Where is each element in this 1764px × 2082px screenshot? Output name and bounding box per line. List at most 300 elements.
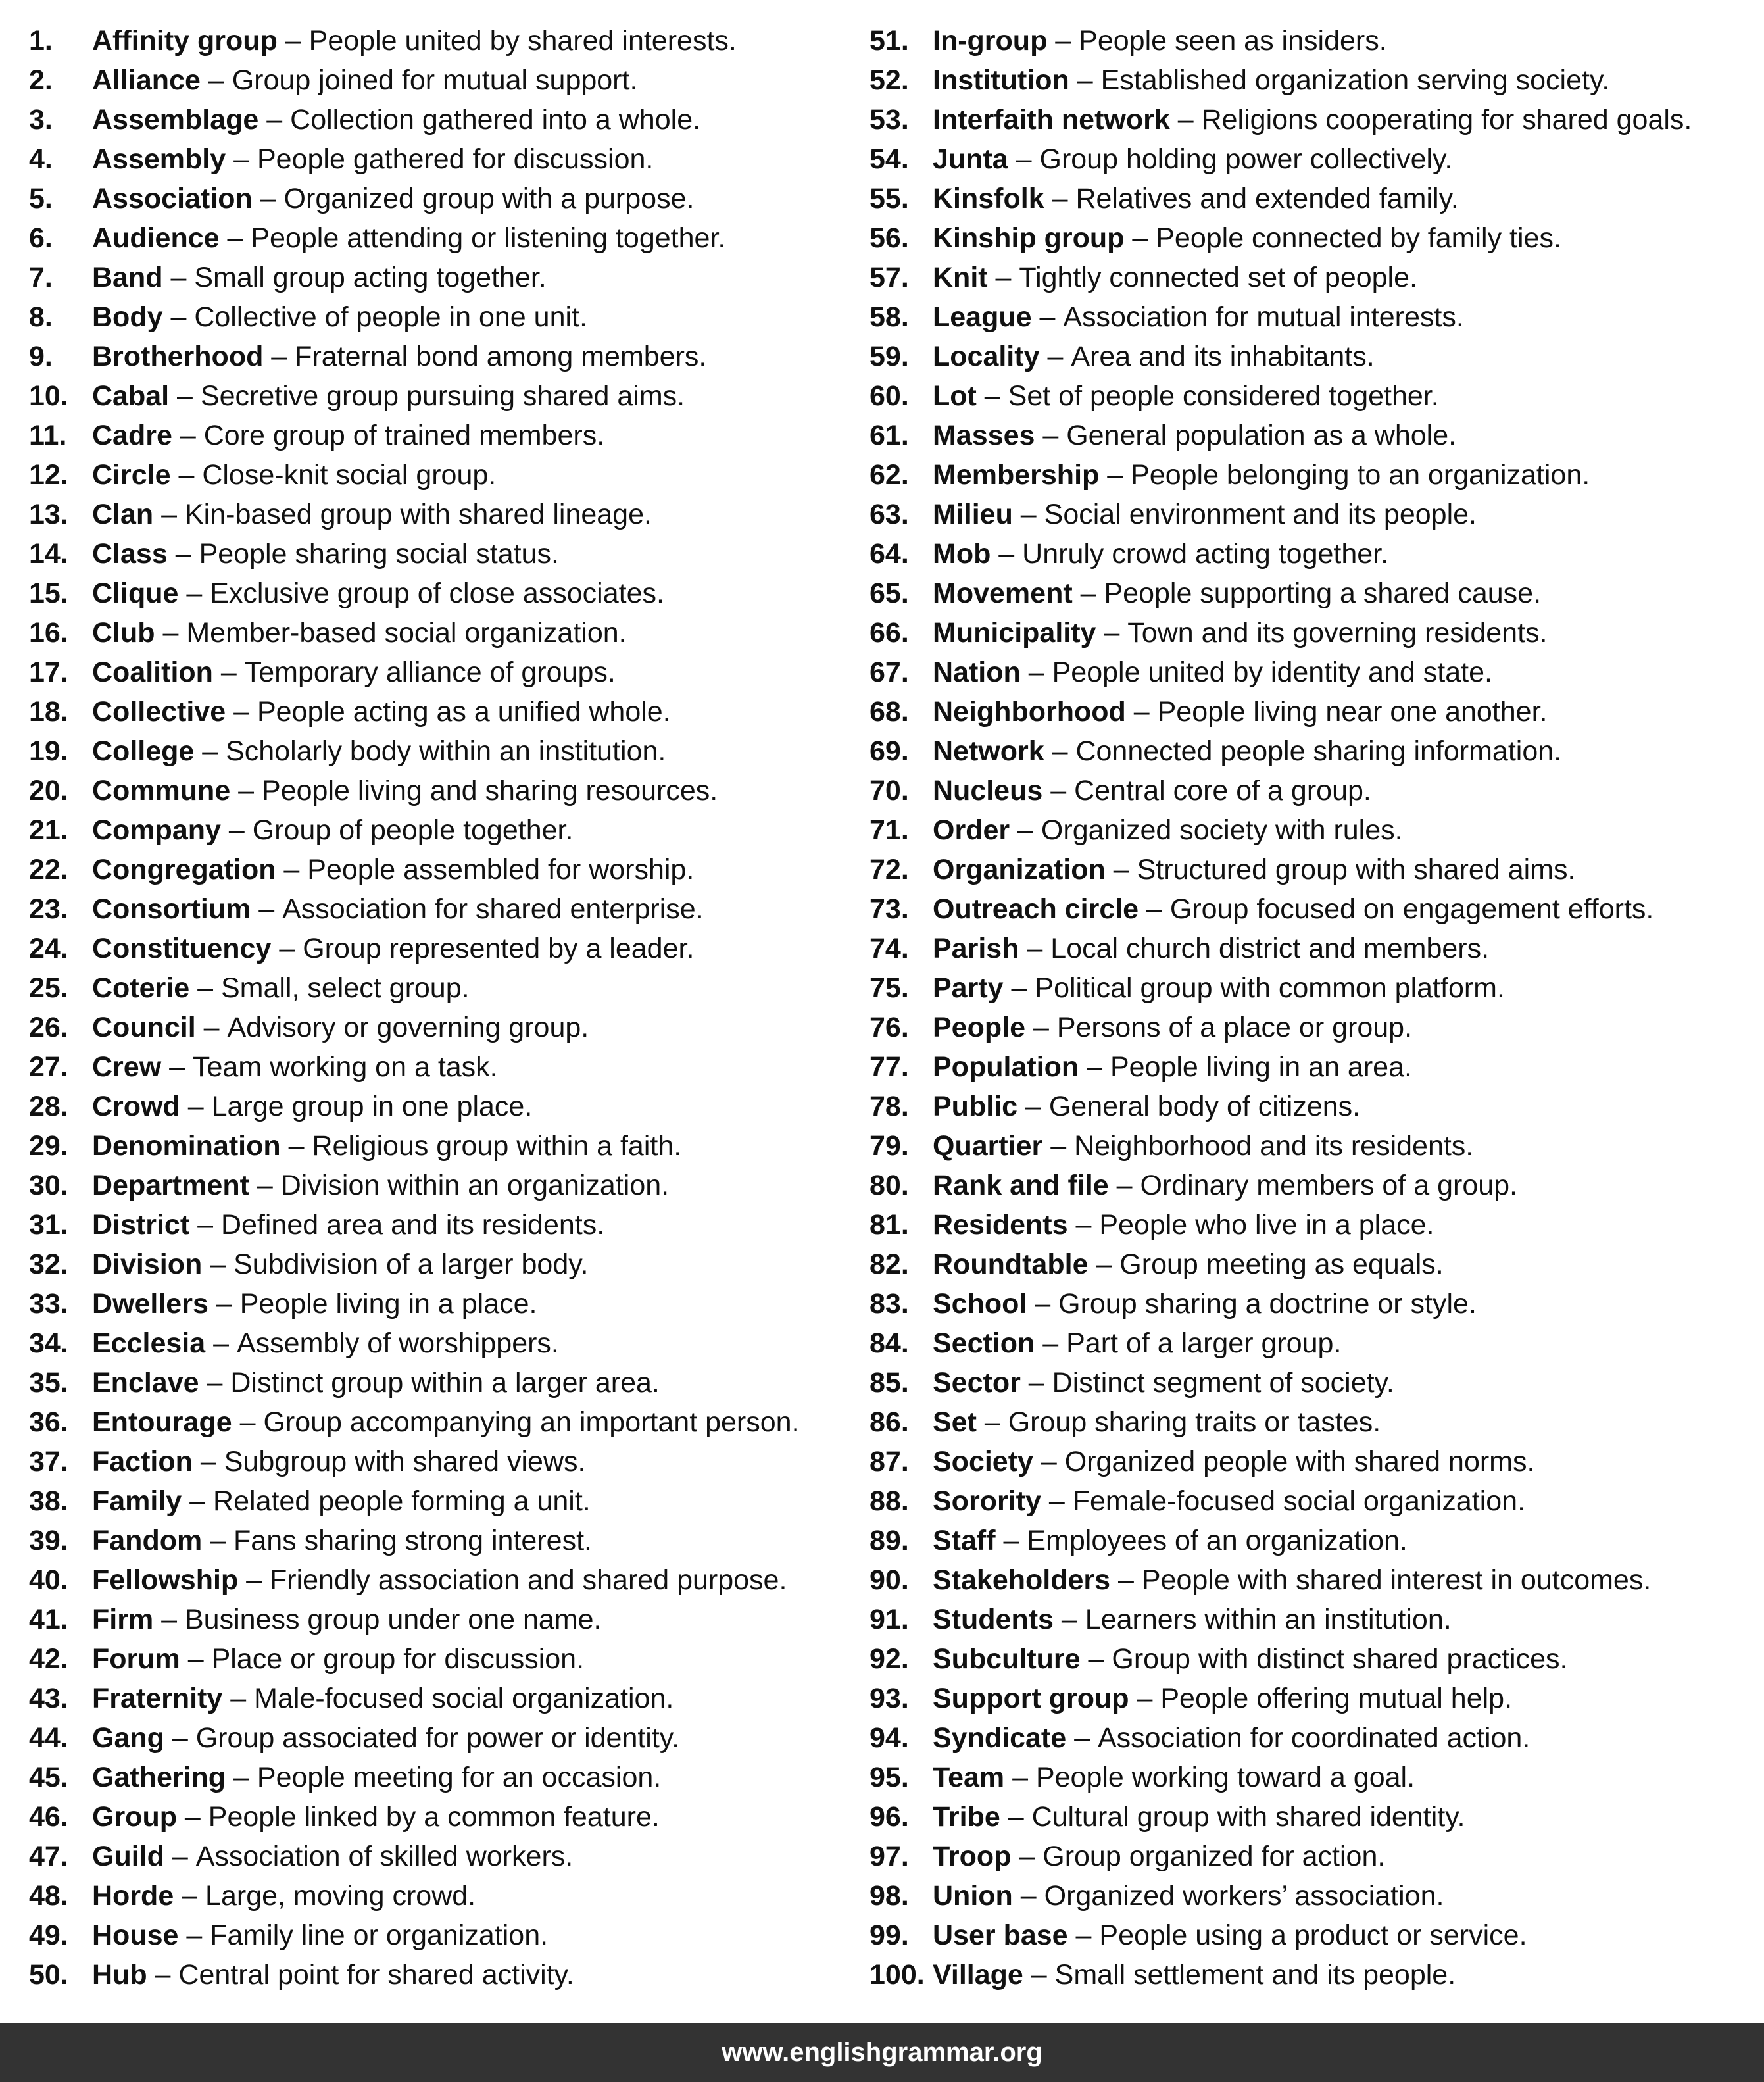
item-number: 51. [870,25,909,57]
item-number: 20. [29,775,68,806]
item-separator: – [176,1801,208,1833]
item-number: 44. [29,1722,68,1754]
item-definition: Distinct segment of society. [1052,1367,1394,1399]
item-separator: – [1019,933,1051,964]
item-definition: People supporting a shared cause. [1104,578,1542,609]
item-number: 98. [870,1880,909,1912]
list-item [870,1205,1751,1245]
item-separator: – [249,1170,281,1201]
item-term: League [933,301,1032,333]
item-number: 30. [29,1170,68,1201]
item-term: Residents [933,1209,1068,1241]
item-separator: – [1041,1485,1073,1517]
item-separator: – [1072,578,1104,609]
item-definition: Large, moving crowd. [205,1880,476,1912]
item-separator: – [1079,1051,1110,1083]
item-separator: – [169,380,201,412]
list-item [870,1008,1751,1047]
item-definition: Political group with common platform. [1035,972,1505,1004]
list-item [870,968,1751,1008]
item-term: Team [933,1762,1005,1793]
item-number: 39. [29,1525,68,1556]
item-definition: Team working on a task. [192,1051,498,1083]
list-item [870,692,1751,731]
item-separator: – [167,538,199,570]
item-number: 89. [870,1525,909,1556]
list-item [29,1560,858,1600]
item-separator: – [226,143,257,175]
item-definition: Ordinary members of a group. [1140,1170,1518,1201]
item-number: 58. [870,301,909,333]
list-item [29,1047,858,1087]
item-term: Group [92,1801,177,1833]
item-separator: – [1044,183,1076,214]
item-term: User base [933,1920,1068,1951]
item-definition: People using a product or service. [1099,1920,1527,1951]
item-term: Club [92,617,155,649]
list-item [870,1797,1751,1837]
item-separator: – [987,262,1019,293]
item-number: 55. [870,183,909,214]
item-number: 38. [29,1485,68,1517]
item-separator: – [1169,104,1202,136]
list-item [29,61,858,100]
item-number: 91. [870,1604,909,1635]
item-term: Tribe [933,1801,1000,1833]
item-definition: Cultural group with shared identity. [1031,1801,1465,1833]
list-item [870,1481,1751,1521]
item-separator: – [1027,1288,1059,1320]
item-separator: – [1044,735,1076,767]
item-separator: – [1035,1327,1067,1359]
item-number: 62. [870,459,909,491]
item-number: 43. [29,1683,68,1714]
item-term: Membership [933,459,1100,491]
list-item [870,1600,1751,1639]
item-number: 90. [870,1564,909,1596]
item-term: Forum [92,1643,180,1675]
item-term: Institution [933,64,1069,96]
item-term: Municipality [933,617,1096,649]
item-number: 25. [29,972,68,1004]
item-term: House [92,1920,179,1951]
item-term: Junta [933,143,1008,175]
list-item [870,139,1751,179]
list-item [29,179,858,218]
item-term: People [933,1012,1025,1043]
item-definition: Subdivision of a larger body. [233,1249,589,1280]
item-definition: People living and sharing resources. [262,775,718,806]
item-number: 33. [29,1288,68,1320]
list-item [29,100,858,139]
item-term: Network [933,735,1044,767]
item-definition: Association for coordinated action. [1097,1722,1531,1754]
item-term: Set [933,1406,977,1438]
item-definition: Small settlement and its people. [1054,1959,1456,1991]
item-term: Clique [92,578,179,609]
item-number: 54. [870,143,909,175]
item-term: Population [933,1051,1079,1083]
list-item [870,534,1751,574]
item-term: Union [933,1880,1013,1912]
item-separator: – [182,1485,214,1517]
item-number: 24. [29,933,68,964]
item-separator: – [220,814,253,846]
list-item [870,1324,1751,1363]
item-definition: People seen as insiders. [1079,25,1387,57]
item-definition: People with shared interest in outcomes. [1141,1564,1652,1596]
list-item [29,1126,858,1166]
item-separator: – [202,1525,234,1556]
item-definition: Religions cooperating for shared goals. [1201,104,1692,136]
item-term: Council [92,1012,196,1043]
list-item [870,258,1751,297]
list-item [870,1087,1751,1126]
item-separator: – [263,341,295,372]
item-term: Masses [933,420,1035,451]
item-definition: People working toward a goal. [1035,1762,1415,1793]
item-number: 97. [870,1841,909,1872]
item-term: Support group [933,1683,1129,1714]
list-item [29,574,858,613]
item-number: 69. [870,735,909,767]
item-definition: Group holding power collectively. [1039,143,1453,175]
item-separator: – [195,1012,228,1043]
item-term: Parish [933,933,1019,964]
item-number: 78. [870,1091,909,1122]
item-term: Gang [92,1722,164,1754]
item-definition: Religious group within a faith. [312,1130,682,1162]
list-item [29,337,858,376]
item-term: Staff [933,1525,996,1556]
item-term: Kinship group [933,222,1125,254]
item-term: Sorority [933,1485,1041,1517]
list-item [29,1166,858,1205]
item-definition: Small group acting together. [194,262,547,293]
item-term: Faction [92,1446,193,1477]
footer-url[interactable]: www.englishgrammar.org [722,2037,1042,2067]
list-item [29,1797,858,1837]
item-definition: Town and its governing residents. [1127,617,1548,649]
item-separator: – [226,1762,257,1793]
item-definition: Group associated for power or identity. [195,1722,680,1754]
item-separator: – [1099,459,1131,491]
item-separator: – [1004,1762,1036,1793]
item-number: 42. [29,1643,68,1675]
item-number: 31. [29,1209,68,1241]
list-item [29,1837,858,1876]
item-separator: – [162,301,195,333]
list-item [29,1284,858,1324]
item-separator: – [153,499,185,530]
item-term: Body [92,301,163,333]
item-separator: – [1067,1920,1100,1951]
item-separator: – [174,1880,206,1912]
item-separator: – [178,1920,210,1951]
list-item [870,337,1751,376]
item-term: Nucleus [933,775,1043,806]
item-number: 80. [870,1170,909,1201]
item-separator: – [1023,1959,1055,1991]
item-term: Public [933,1091,1018,1122]
item-definition: Central core of a group. [1074,775,1371,806]
list-item [29,613,858,653]
item-number: 84. [870,1327,909,1359]
item-term: Enclave [92,1367,199,1399]
item-term: Crew [92,1051,162,1083]
item-definition: People sharing social status. [199,538,559,570]
item-definition: Part of a larger group. [1066,1327,1342,1359]
item-number: 86. [870,1406,909,1438]
item-definition: General body of citizens. [1048,1091,1361,1122]
list-item [29,1718,858,1758]
footer-bar [0,2023,1764,2082]
item-separator: – [1035,420,1067,451]
item-separator: – [1000,1801,1032,1833]
item-separator: – [991,538,1023,570]
item-number: 75. [870,972,909,1004]
list-item [870,1955,1751,1995]
list-item [870,1363,1751,1402]
item-term: Division [92,1249,203,1280]
item-separator: – [1088,1249,1120,1280]
item-separator: – [205,1327,237,1359]
item-definition: Collection gathered into a whole. [290,104,701,136]
item-number: 11. [29,420,67,451]
item-term: Company [92,814,221,846]
item-number: 96. [870,1801,909,1833]
item-number: 85. [870,1367,909,1399]
item-number: 46. [29,1801,68,1833]
list-item [870,810,1751,850]
item-separator: – [1080,1643,1112,1675]
list-item [870,1639,1751,1679]
list-item [29,1324,858,1363]
item-number: 79. [870,1130,909,1162]
list-item [870,179,1751,218]
list-item [870,21,1751,61]
item-separator: – [232,1406,264,1438]
item-separator: – [1042,1130,1075,1162]
item-definition: People who live in a place. [1099,1209,1434,1241]
item-separator: – [202,1249,234,1280]
list-item [870,1166,1751,1205]
item-term: Clan [92,499,154,530]
item-term: Stakeholders [933,1564,1111,1596]
list-item [29,1205,858,1245]
list-item [29,495,858,534]
item-separator: – [995,1525,1027,1556]
item-separator: – [153,1604,185,1635]
item-definition: Group accompanying an important person. [263,1406,800,1438]
item-number: 64. [870,538,909,570]
item-number: 82. [870,1249,909,1280]
item-number: 73. [870,893,909,925]
item-definition: People offering mutual help. [1160,1683,1513,1714]
list-item [870,1560,1751,1600]
list-item [29,1600,858,1639]
item-number: 19. [29,735,68,767]
item-number: 63. [870,499,909,530]
item-term: Hub [92,1959,147,1991]
item-separator: – [172,420,204,451]
item-definition: People linked by a common feature. [208,1801,660,1833]
item-term: Society [933,1446,1033,1477]
item-term: Mob [933,538,991,570]
list-item [29,1245,858,1284]
list-item [29,1481,858,1521]
item-separator: – [189,972,221,1004]
item-term: Fellowship [92,1564,239,1596]
item-term: Gathering [92,1762,226,1793]
item-number: 45. [29,1762,68,1793]
item-number: 26. [29,1012,68,1043]
item-number: 67. [870,657,909,688]
item-term: Movement [933,578,1073,609]
list-item [870,100,1751,139]
list-item [29,218,858,258]
item-term: Quartier [933,1130,1043,1162]
item-number: 56. [870,222,909,254]
item-number: 100. [870,1959,925,1991]
list-item [870,1916,1751,1955]
item-number: 99. [870,1920,909,1951]
item-number: 40. [29,1564,68,1596]
item-term: Assembly [92,143,226,175]
item-separator: – [1067,1209,1100,1241]
list-item [870,574,1751,613]
item-term: Horde [92,1880,174,1912]
item-separator: – [1069,64,1101,96]
item-number: 10. [29,380,68,412]
list-item [29,810,858,850]
item-term: Cabal [92,380,170,412]
list-item [29,850,858,889]
list-item [870,889,1751,929]
item-definition: Persons of a place or group. [1056,1012,1413,1043]
item-number: 8. [29,301,53,333]
item-separator: – [222,1683,255,1714]
item-definition: Family line or organization. [210,1920,549,1951]
item-definition: Group focused on engagement efforts. [1169,893,1654,925]
item-term: Firm [92,1604,154,1635]
item-separator: – [976,1406,1008,1438]
item-separator: – [252,183,284,214]
item-number: 23. [29,893,68,925]
item-number: 76. [870,1012,909,1043]
item-definition: Kin-based group with shared lineage. [185,499,652,530]
item-term: Lot [933,380,977,412]
item-definition: Advisory or governing group. [227,1012,589,1043]
item-definition: Fans sharing strong interest. [233,1525,592,1556]
item-term: Family [92,1485,182,1517]
item-definition: Secretive group pursuing shared aims. [200,380,685,412]
item-definition: Female-focused social organization. [1072,1485,1526,1517]
item-separator: – [1008,143,1040,175]
item-separator: – [1124,222,1156,254]
item-term: Brotherhood [92,341,264,372]
item-term: Collective [92,696,226,728]
item-separator: – [251,893,283,925]
list-item [29,1008,858,1047]
item-term: Section [933,1327,1035,1359]
item-term: Rank and file [933,1170,1109,1201]
item-definition: Defined area and its residents. [220,1209,605,1241]
item-definition: Organized group with a purpose. [283,183,695,214]
item-definition: Close-knit social group. [202,459,497,491]
list-item [29,21,858,61]
item-term: Locality [933,341,1040,372]
item-term: Interfaith network [933,104,1170,136]
item-definition: People connected by family ties. [1156,222,1561,254]
item-definition: Group with distinct shared practices. [1112,1643,1568,1675]
item-definition: Male-focused social organization. [254,1683,674,1714]
list-item [870,1758,1751,1797]
item-definition: Local church district and members. [1050,933,1490,964]
item-term: Audience [92,222,220,254]
item-term: Ecclesia [92,1327,206,1359]
item-term: Alliance [92,64,201,96]
list-item [870,929,1751,968]
list-item [29,1758,858,1797]
item-separator: – [976,380,1008,412]
item-number: 60. [870,380,909,412]
item-term: Neighborhood [933,696,1126,728]
item-definition: Division within an organization. [280,1170,670,1201]
item-term: Nation [933,657,1021,688]
item-number: 50. [29,1959,68,1991]
item-separator: – [1003,972,1035,1004]
list-column-right [870,21,1751,1995]
item-definition: Set of people considered together. [1008,380,1439,412]
item-number: 17. [29,657,68,688]
item-term: Fraternity [92,1683,223,1714]
item-definition: Employees of an organization. [1027,1525,1408,1556]
item-separator: – [258,104,291,136]
item-separator: – [1039,341,1071,372]
item-definition: People attending or listening together. [251,222,726,254]
item-number: 71. [870,814,909,846]
item-definition: Organized society with rules. [1041,814,1403,846]
list-item [870,1442,1751,1481]
item-separator: – [170,459,203,491]
list-column-left [29,21,858,1995]
item-separator: – [155,617,187,649]
item-term: Crowd [92,1091,180,1122]
item-number: 59. [870,341,909,372]
item-number: 72. [870,854,909,885]
item-definition: Association of skilled workers. [195,1841,574,1872]
item-separator: – [238,1564,270,1596]
item-term: School [933,1288,1027,1320]
item-separator: – [277,25,309,57]
list-item [870,771,1751,810]
item-number: 41. [29,1604,68,1635]
item-number: 48. [29,1880,68,1912]
item-separator: – [1139,893,1170,925]
item-term: Order [933,814,1010,846]
list-item [870,416,1751,455]
item-separator: – [1110,1564,1142,1596]
list-item [29,534,858,574]
item-number: 21. [29,814,68,846]
item-number: 4. [29,143,53,175]
item-number: 16. [29,617,68,649]
item-number: 68. [870,696,909,728]
item-number: 29. [29,1130,68,1162]
list-item [870,1521,1751,1560]
item-number: 32. [29,1249,68,1280]
